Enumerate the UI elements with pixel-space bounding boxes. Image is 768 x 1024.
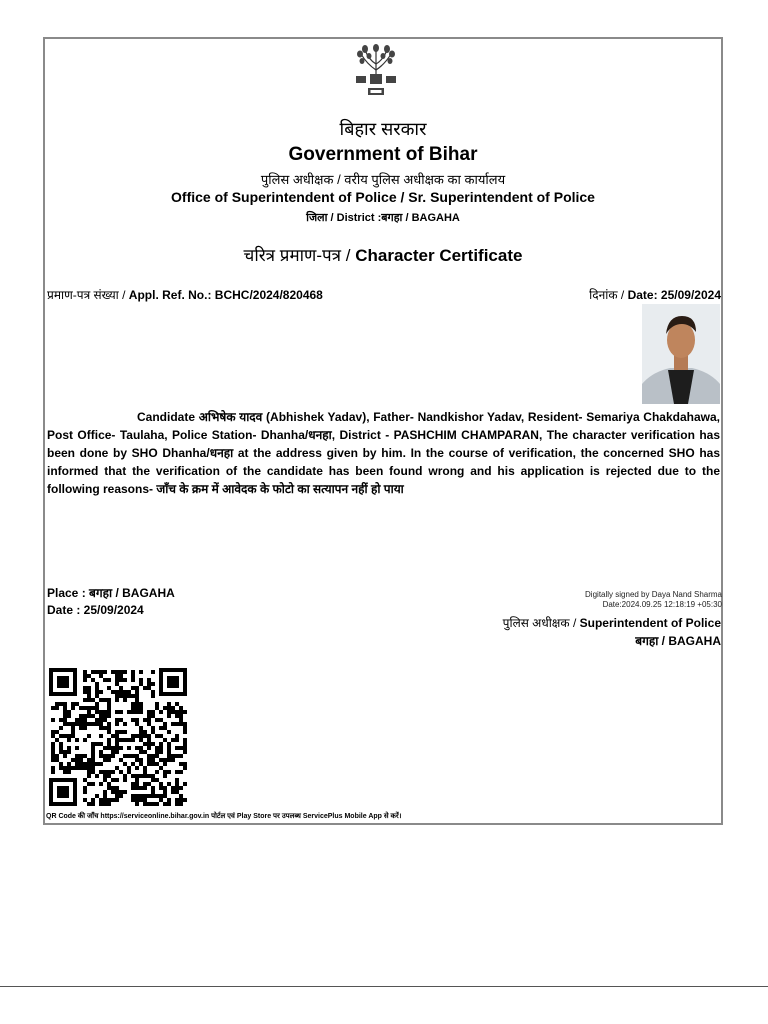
digital-signature-date: Date:2024.09.25 12:18:19 +05:30: [602, 600, 722, 609]
reference-label-hindi: प्रमाण-पत्र संख्या /: [47, 288, 126, 302]
government-title: Government of Bihar: [288, 144, 478, 165]
hindi-office-title: पुलिस अधीक्षक / वरीय पुलिस अधीक्षक का कार्यालय: [260, 172, 506, 187]
footer-date: Date : 25/09/2024: [47, 603, 144, 617]
signatory-title: [503, 614, 721, 631]
signatory-title-hindi: पुलिस अधीक्षक /: [502, 616, 577, 630]
district-line: जिला / District :बगहा / BAGAHA: [306, 212, 460, 224]
place: Place : बगहा / BAGAHA: [47, 586, 175, 600]
reference-number: [47, 286, 323, 303]
reference-label: Appl. Ref. No.: BCHC/2024/820468: [128, 288, 323, 302]
certificate-body: [47, 408, 720, 498]
digital-signature: Digitally signed by Daya Nand Sharma: [585, 590, 722, 599]
certificate-paragraph: Candidate अभिषेक यादव (Abhishek Yadav), Father- Nandkishor Yadav, Resident- Semariya Chakdahawa, Post Office- Taulaha, Police Station- Dhanha/धनहा, District - PASHCHIM CHAMPARAN, The character verification has been done by SHO Dhanha/धनहा at the address given by him. In the course of verification, the concerned SHO has informed that the verification of the candidate has been found wrong and his application is rejected due to the following reasons- जाँच के क्रम में आवेदक के फोटो का सत्यापन नहीं हो पाया: [47, 410, 720, 496]
qr-code[interactable]: [49, 668, 187, 806]
qr-verification-note: QR Code की जाँच https://serviceonline.bihar.gov.in पोर्टल एवं Play Store पर उपलब्ध ServicePlus Mobile App से करें।: [46, 813, 402, 820]
signatory-place: बगहा / BAGAHA: [635, 634, 721, 648]
certificate-title: [43, 243, 723, 266]
hindi-government-title: बिहार सरकार: [339, 119, 427, 139]
page-divider: [0, 986, 768, 987]
office-title: Office of Superintendent of Police / Sr. Superintendent of Police: [171, 189, 595, 205]
issue-date-value: Date: 25/09/2024: [627, 288, 721, 302]
candidate-photo: [642, 304, 720, 404]
signatory-title-english: Superintendent of Police: [579, 616, 721, 630]
bihar-emblem-icon: [353, 42, 399, 100]
certificate-title-english: Character Certificate: [355, 246, 523, 265]
issue-date-hindi: दिनांक /: [589, 288, 625, 302]
certificate-title-hindi: चरित्र प्रमाण-पत्र /: [243, 246, 351, 265]
issue-date: [589, 286, 721, 303]
